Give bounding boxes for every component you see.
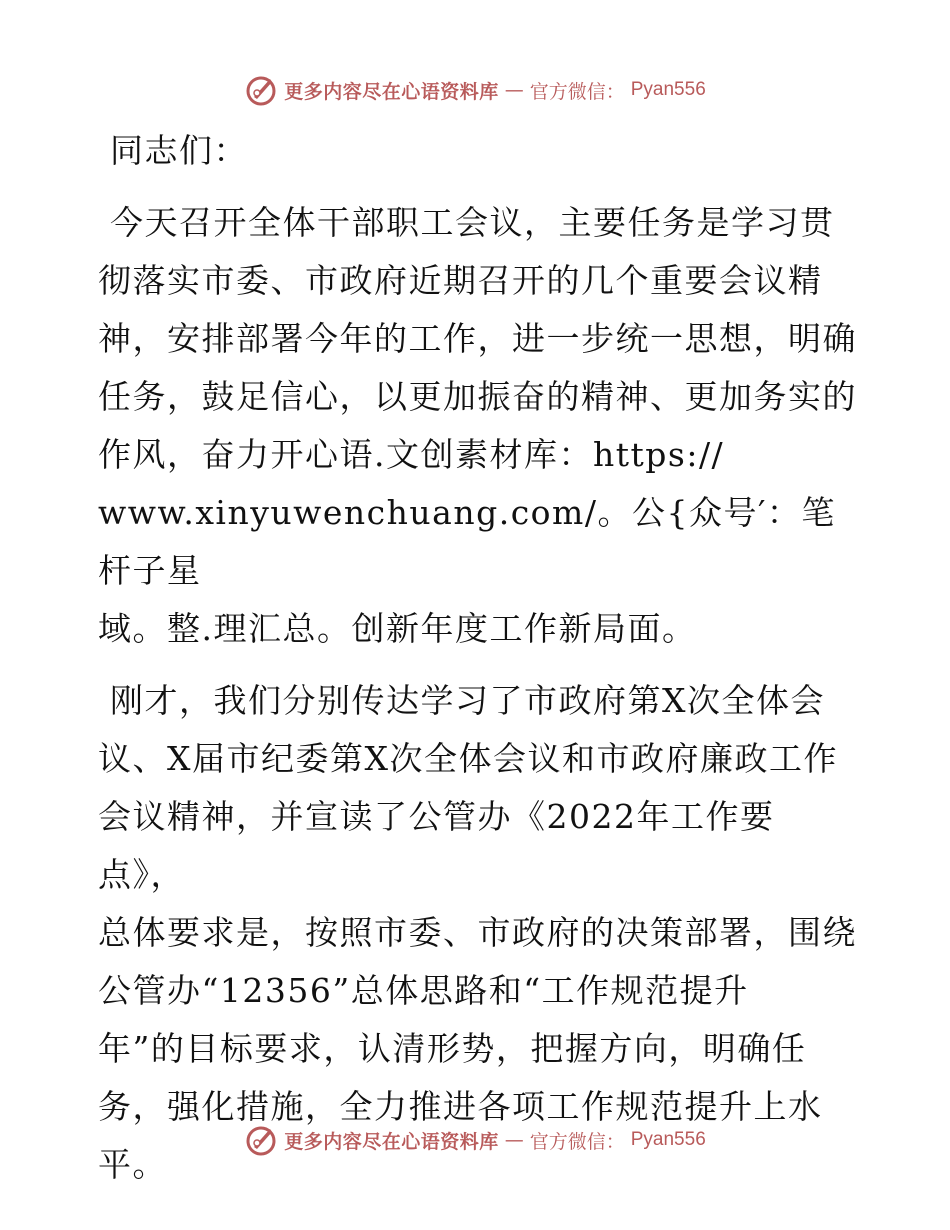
watermark-header (0, 70, 950, 110)
watermark-id: Pyan556 (630, 1129, 706, 1150)
watermark-text: 更多内容尽在心语资料库 (284, 80, 499, 103)
document-body (98, 122, 858, 1194)
greeting: 同志们： (98, 131, 248, 170)
quill-logo-icon (244, 1123, 278, 1157)
quill-logo-icon (244, 73, 278, 107)
watermark-footer (0, 1120, 950, 1160)
paragraph-2: 刚才，我们分别传达学习了市政府第X次全体会 议、X届市纪委第X次全体会议和市政府廉政工作 会议精神，并宣读了公管办《2022年工作要点》， 总体要求是，按照市委、市政府的决策部署，围绕 公管办“12356”总体思路和“工作规范提升 年”的目标要求，认清形势，把握方向，明确任 务，强化措施，全力推进各项工作规范提升上水 平。 (98, 681, 857, 1184)
watermark-label: 官方微信： (529, 1130, 625, 1153)
paragraph-1: 今天召开全体干部职工会议，主要任务是学习贯 彻落实市委、市政府近期召开的几个重要会议精 神，安排部署今年的工作，进一步统一思想，明确 任务，鼓足信心，以更加振奋的精神、更加务实的 作风，奋力开心语.文创素材库：https:// www.xinyuwenchuang.com/。公{众号′：笔杆子星 域。整.理汇总。创新年度工作新局面。 (98, 203, 857, 648)
watermark-id: Pyan556 (630, 79, 706, 100)
watermark-text: 更多内容尽在心语资料库 (284, 1130, 499, 1153)
watermark-separator: — (504, 79, 524, 101)
watermark-separator: — (504, 1129, 524, 1151)
watermark-label: 官方微信： (529, 80, 625, 103)
